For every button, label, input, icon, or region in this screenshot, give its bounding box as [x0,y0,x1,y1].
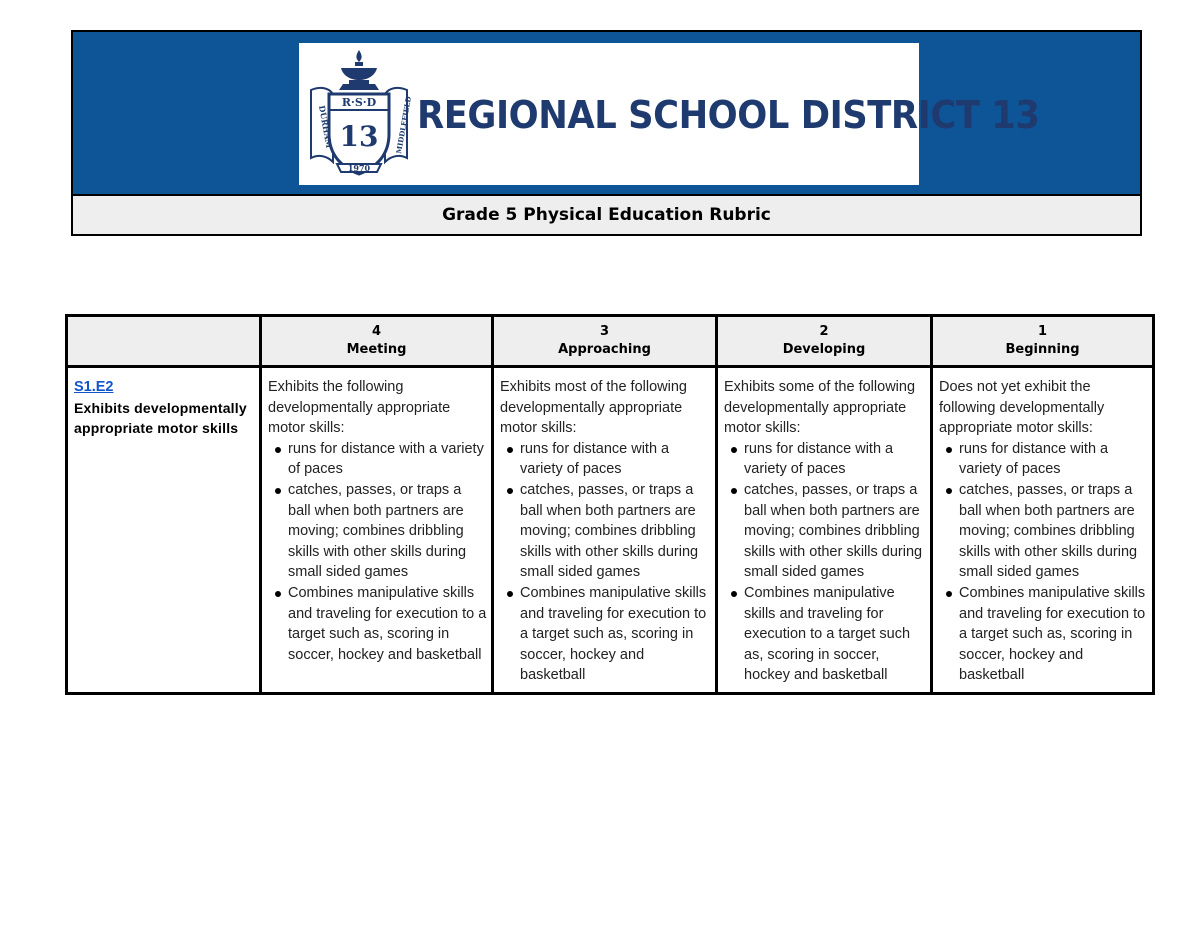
skill-item: Combines manipulative skills and traveling for execution to a target such as, scoring in soccer, hockey and basketball [268,583,487,665]
crest-number-text: 13 [339,120,379,153]
school-crest-icon [305,46,413,182]
level-name: Meeting [346,342,407,357]
level-number: 4 [371,324,382,339]
level-name: Approaching [558,342,651,357]
level-header-4 [261,316,493,367]
skill-list [939,439,1148,686]
standard-column-header [67,316,261,367]
skill-item: Combines manipulative skills and traveling for execution to a target such as, scoring in soccer, hockey and basketball [724,583,926,686]
skill-item: catches, passes, or traps a ball when both partners are moving; combines dribbling skills with other skills during small sided games [939,480,1148,583]
cell-intro: Does not yet exhibit the following developmentally appropriate motor skills: [939,379,1105,437]
page-title: Grade 5 Physical Education Rubric [73,194,1140,234]
skill-item: catches, passes, or traps a ball when both partners are moving; combines dribbling skills with other skills during small sided games [268,480,487,583]
rubric-row [67,367,1154,694]
rubric-table [65,314,1155,695]
crest-rsd-text: R·S·D [341,96,377,109]
rubric-cell-beginning [932,367,1154,694]
standard-cell [67,367,261,694]
cell-intro: Exhibits some of the following developmentally appropriate motor skills: [724,379,916,437]
rubric-header-row [67,316,1154,367]
level-name: Developing [782,342,866,357]
skill-item: runs for distance with a variety of paces [724,439,926,480]
skill-list [500,439,711,686]
crest-middlefield-text: MIDDLEFIELD [394,95,413,155]
skill-item: runs for distance with a variety of paces [268,439,487,480]
level-number: 1 [1037,324,1048,339]
rubric-cell-developing [717,367,932,694]
skill-item: catches, passes, or traps a ball when both partners are moving; combines dribbling skills with other skills during small sided games [724,480,926,583]
skill-item: runs for distance with a variety of paces [500,439,711,480]
cell-intro: Exhibits most of the following developmentally appropriate motor skills: [500,379,687,437]
level-header-3 [493,316,717,367]
district-header [71,30,1142,236]
district-name: REGIONAL SCHOOL DISTRICT 13 [417,93,1040,137]
skill-list [724,439,926,686]
district-logo [299,43,1040,185]
level-number: 2 [819,324,829,339]
crest-durham-text: DURHAM [317,104,335,149]
skill-item: Combines manipulative skills and traveling for execution to a target such as, scoring in soccer, hockey and basketball [939,583,1148,686]
skill-list [268,439,487,666]
level-name: Beginning [1005,342,1080,357]
standard-code-link[interactable]: S1.E2 [74,379,114,395]
level-header-1 [932,316,1154,367]
standard-description: Exhibits developmentally appropriate motor skills [74,399,247,437]
rubric-cell-meeting [261,367,493,694]
rubric-cell-approaching [493,367,717,694]
skill-item: catches, passes, or traps a ball when both partners are moving; combines dribbling skills with other skills during small sided games [500,480,711,583]
cell-intro: Exhibits the following developmentally appropriate motor skills: [268,379,451,437]
skill-item: Combines manipulative skills and traveling for execution to a target such as, scoring in soccer, hockey and basketball [500,583,711,686]
level-header-2 [717,316,932,367]
crest-year-text: 1970 [347,163,371,173]
level-number: 3 [599,324,610,339]
skill-item: runs for distance with a variety of paces [939,439,1148,480]
